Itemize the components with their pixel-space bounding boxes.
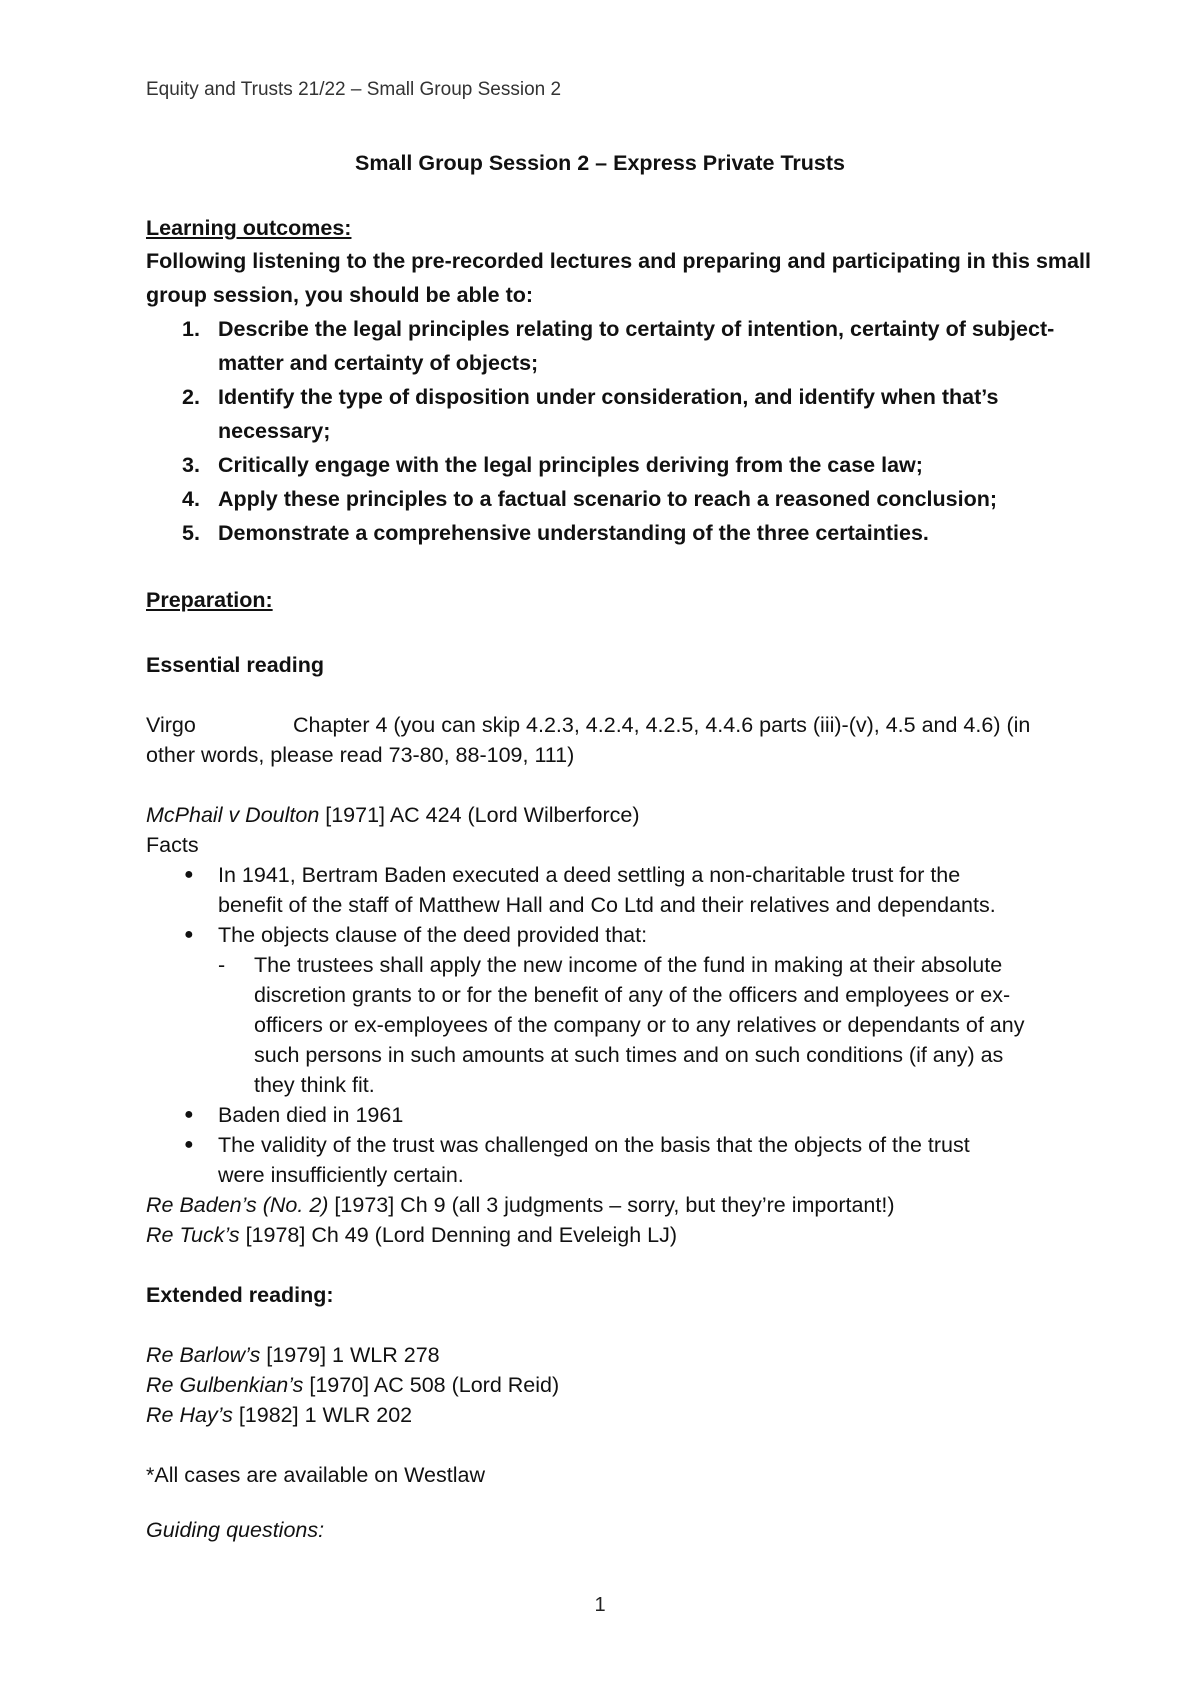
virgo-chapter-line-2: other words, please read 73-80, 88-109, 111) (146, 743, 575, 767)
fact-line-cont: were insufficiently certain. (218, 1163, 464, 1187)
outcome-text: Demonstrate a comprehensive understanding of the three certainties. (218, 521, 929, 545)
fact-line: The validity of the trust was challenged on the basis that the objects of the trust (218, 1133, 970, 1157)
case-citation: [1982] 1 WLR 202 (232, 1403, 413, 1427)
subfact-line: officers or ex-employees of the company or to any relatives or dependants of any (254, 1013, 1025, 1037)
extended-reading-heading: Extended reading: (146, 1283, 334, 1307)
extended-reference (146, 1340, 440, 1370)
outcome-text: Apply these principles to a factual scenario to reach a reasoned conclusion; (218, 487, 997, 511)
mcphail-reference (146, 800, 640, 830)
case-name: Re Baden’s (No. 2) (146, 1193, 329, 1217)
fact-line: The objects clause of the deed provided that: (218, 923, 648, 947)
intro-line-2: group session, you should be able to: (146, 283, 534, 307)
case-name: Re Gulbenkian’s (146, 1373, 304, 1397)
outcome-text: Identify the type of disposition under consideration, and identify when that’s (218, 385, 999, 409)
case-citation: [1979] 1 WLR 278 (260, 1343, 440, 1367)
tuck-reference (146, 1220, 677, 1250)
page-number: 1 (594, 1594, 606, 1616)
outcome-text: Describe the legal principles relating to certainty of intention, certainty of subject- (218, 317, 1055, 341)
extended-reference (146, 1370, 559, 1400)
learning-outcomes-heading: Learning outcomes: (146, 216, 352, 240)
subfact-line: such persons in such amounts at such times and on such conditions (if any) as (254, 1043, 1004, 1067)
bullet-icon: ● (184, 1106, 194, 1123)
case-name: McPhail v Doulton (146, 803, 320, 827)
page-title: Small Group Session 2 – Express Private Trusts (355, 151, 845, 175)
extended-reference (146, 1400, 412, 1430)
virgo-label: Virgo (146, 713, 196, 737)
fact-line: Baden died in 1961 (218, 1103, 404, 1127)
bullet-icon: ● (184, 1136, 194, 1153)
subfact-line: The trustees shall apply the new income of the fund in making at their absolute (254, 953, 1003, 977)
fact-line: In 1941, Bertram Baden executed a deed settling a non-charitable trust for the (218, 863, 961, 887)
intro-line-1: Following listening to the pre-recorded lectures and preparing and participating in this small (146, 249, 1091, 273)
subfact-line: discretion grants to or for the benefit of any of the officers and employees or ex- (254, 983, 1011, 1007)
subfact-line: they think fit. (254, 1073, 375, 1097)
essential-reading-heading: Essential reading (146, 653, 325, 677)
case-name: Re Tuck’s (146, 1223, 240, 1247)
dash-marker: - (218, 953, 226, 977)
outcome-number: 4. (182, 487, 200, 511)
facts-label: Facts (146, 833, 199, 857)
outcome-number: 5. (182, 521, 200, 545)
outcome-number: 2. (182, 385, 200, 409)
fact-line-cont: benefit of the staff of Matthew Hall and Co Ltd and their relatives and dependants. (218, 893, 996, 917)
preparation-heading: Preparation: (146, 588, 273, 612)
case-citation: [1978] Ch 49 (Lord Denning and Eveleigh LJ) (239, 1223, 678, 1247)
virgo-chapter-line: Chapter 4 (you can skip 4.2.3, 4.2.4, 4.2.5, 4.4.6 parts (iii)-(v), 4.5 and 4.6) (in (293, 713, 1031, 737)
bullet-icon: ● (184, 926, 194, 943)
baden-reference (146, 1190, 895, 1220)
outcome-number: 1. (182, 317, 200, 341)
outcome-text: Critically engage with the legal principles deriving from the case law; (218, 453, 923, 477)
bullet-icon: ● (184, 866, 194, 883)
case-name: Re Barlow’s (146, 1343, 261, 1367)
outcome-number: 3. (182, 453, 200, 477)
page-header: Equity and Trusts 21/22 – Small Group Session 2 (146, 79, 562, 100)
case-citation: [1971] AC 424 (Lord Wilberforce) (319, 803, 640, 827)
case-name: Re Hay’s (146, 1403, 233, 1427)
case-citation: [1970] AC 508 (Lord Reid) (303, 1373, 560, 1397)
case-citation: [1973] Ch 9 (all 3 judgments – sorry, but they’re important!) (328, 1193, 895, 1217)
guiding-questions-heading: Guiding questions: (146, 1518, 325, 1542)
outcome-text-cont: necessary; (218, 419, 331, 443)
westlaw-note: *All cases are available on Westlaw (146, 1463, 485, 1487)
outcome-text-cont: matter and certainty of objects; (218, 351, 539, 375)
